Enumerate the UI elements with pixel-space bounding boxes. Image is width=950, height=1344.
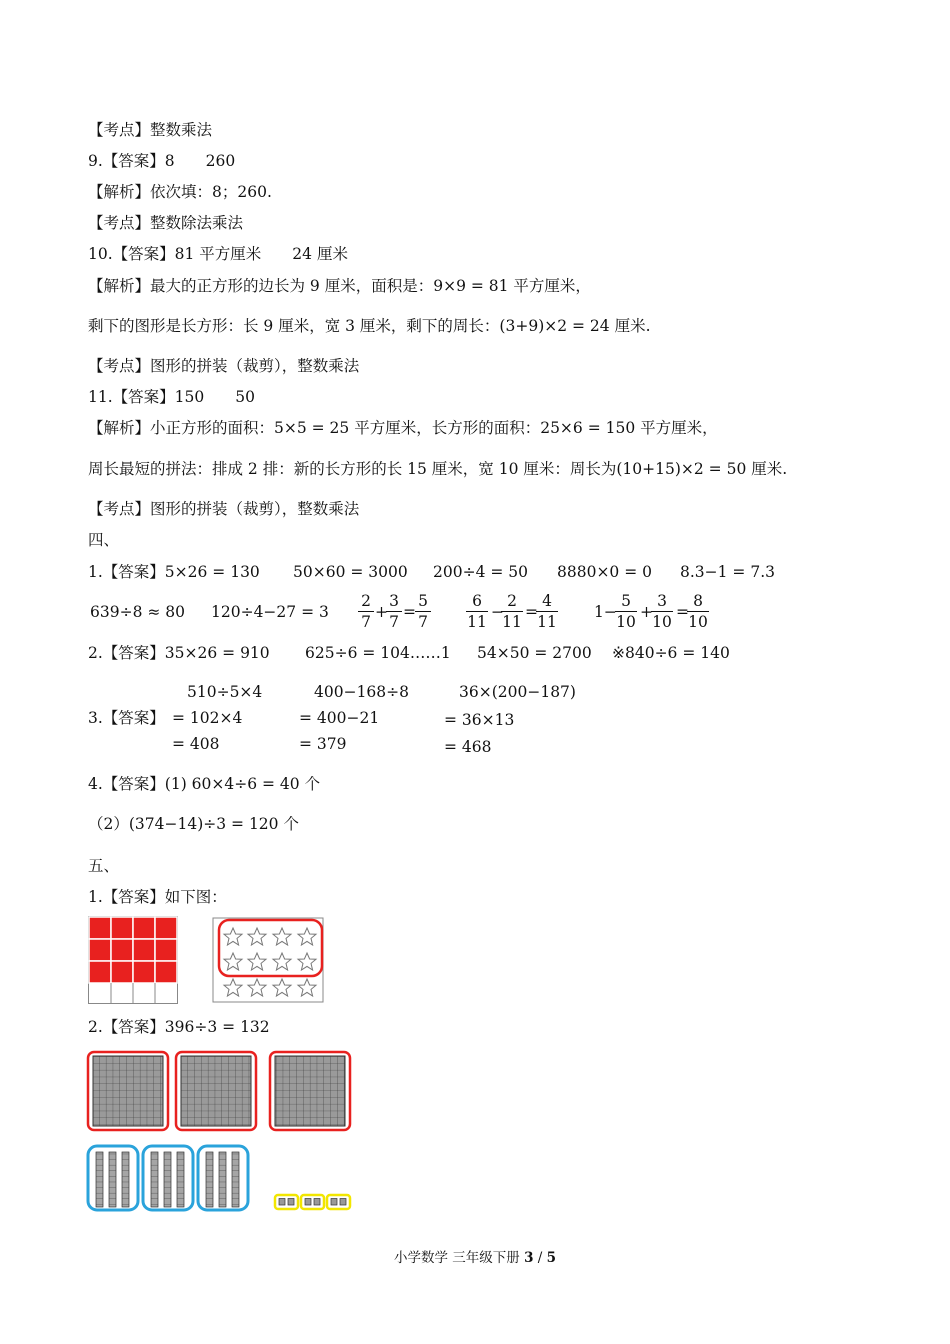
step-2-2: = 400−21 — [299, 709, 380, 727]
operator: 1− — [594, 603, 617, 621]
line-kaodian-9: 【考点】整数除法乘法 — [88, 214, 244, 232]
calc-3b: 625÷6 = 104……1 — [305, 644, 451, 662]
line-answer-5-1: 1.【答案】如下图： — [88, 888, 227, 906]
operator: = — [676, 603, 689, 621]
section-four: 四、 — [88, 531, 120, 549]
footer-sep: / — [533, 1250, 547, 1266]
line-jiexi-10: 【解析】最大的正方形的边长为 9 厘米，面积是：9×9 = 81 平方厘米， — [88, 277, 591, 295]
step-1-3: = 408 — [172, 735, 220, 753]
line-answer-4-2: （2）(374−14)÷3 = 120 个 — [88, 815, 299, 833]
step-3-1: 36×(200−187) — [459, 683, 576, 701]
line-kaodian-10: 【考点】图形的拼装（裁剪），整数乘法 — [88, 357, 360, 375]
calc-3c: 54×50 = 2700 — [477, 644, 592, 662]
step-1-2: = 102×4 — [172, 709, 243, 727]
calc-1a: 1.【答案】5×26 = 130 — [88, 563, 260, 581]
fraction: 2 7 — [358, 592, 374, 631]
calc-2a: 639÷8 ≈ 80 — [90, 603, 185, 621]
section-five: 五、 — [88, 857, 120, 875]
operator: + — [640, 603, 653, 621]
footer-total: 5 — [546, 1250, 557, 1266]
line-answer-10: 10.【答案】81 平方厘米 24 厘米 — [88, 245, 348, 263]
operator: + — [375, 603, 388, 621]
fraction: 3 7 — [386, 592, 402, 631]
operator: = — [525, 603, 538, 621]
tens-rods-figure — [86, 1143, 256, 1215]
line-answer-4-1: 4.【答案】(1) 60×4÷6 = 40 个 — [88, 775, 321, 793]
step-3-2: = 36×13 — [444, 711, 515, 729]
calc-3d: ※840÷6 = 140 — [612, 644, 730, 662]
calc-1c: 200÷4 = 50 — [433, 563, 528, 581]
line-kaodian-11: 【考点】图形的拼装（裁剪），整数乘法 — [88, 500, 360, 518]
calc-1e: 8.3−1 = 7.3 — [680, 563, 775, 581]
stars-figure — [212, 916, 326, 1004]
line-jiexi-10b: 剩下的图形是长方形：长 9 厘米，宽 3 厘米，剩下的周长：(3+9)×2 = 24 厘米. — [88, 317, 651, 335]
line-answer-11: 11.【答案】150 50 — [88, 388, 255, 406]
calc-3a: 2.【答案】35×26 = 910 — [88, 644, 270, 662]
hundreds-blocks-figure — [86, 1050, 356, 1134]
line-kaodian-1: 【考点】整数乘法 — [88, 121, 213, 139]
operator: − — [491, 603, 504, 621]
line-answer-5-2: 2.【答案】396÷3 = 132 — [88, 1018, 270, 1036]
page-footer — [0, 1246, 950, 1266]
step-1-1: 510÷5×4 — [187, 683, 263, 701]
fraction: 8 10 — [688, 592, 708, 631]
footer-page: 3 — [524, 1250, 534, 1266]
fraction: 3 10 — [652, 592, 672, 631]
line-jiexi-11: 【解析】小正方形的面积：5×5 = 25 平方厘米，长方形的面积：25×6 = 150 平方厘米， — [88, 419, 718, 437]
step-2-1: 400−168÷8 — [314, 683, 410, 701]
line-answer-9: 9.【答案】8 260 — [88, 152, 236, 170]
footer-subject: 小学数学 三年级下册 — [393, 1250, 525, 1266]
fraction: 5 10 — [616, 592, 636, 631]
calc-2b: 120÷4−27 = 3 — [211, 603, 329, 621]
fraction: 4 11 — [537, 592, 557, 631]
answer-3-label: 3.【答案】 — [88, 709, 165, 727]
red-square-grid-figure — [88, 916, 180, 1006]
fraction: 2 11 — [502, 592, 522, 631]
fraction: 5 7 — [415, 592, 431, 631]
operator: = — [403, 603, 416, 621]
line-jiexi-11b: 周长最短的拼法：排成 2 排：新的长方形的长 15 厘米，宽 10 厘米：周长为(10+15)×2 = 50 厘米. — [88, 460, 788, 478]
step-3-3: = 468 — [444, 738, 492, 756]
calc-1d: 8880×0 = 0 — [557, 563, 652, 581]
calc-1b: 50×60 = 3000 — [293, 563, 408, 581]
line-jiexi-9: 【解析】依次填：8；260. — [88, 183, 272, 201]
fraction: 6 11 — [467, 592, 487, 631]
step-2-3: = 379 — [299, 735, 347, 753]
ones-cubes-figure — [272, 1192, 356, 1212]
